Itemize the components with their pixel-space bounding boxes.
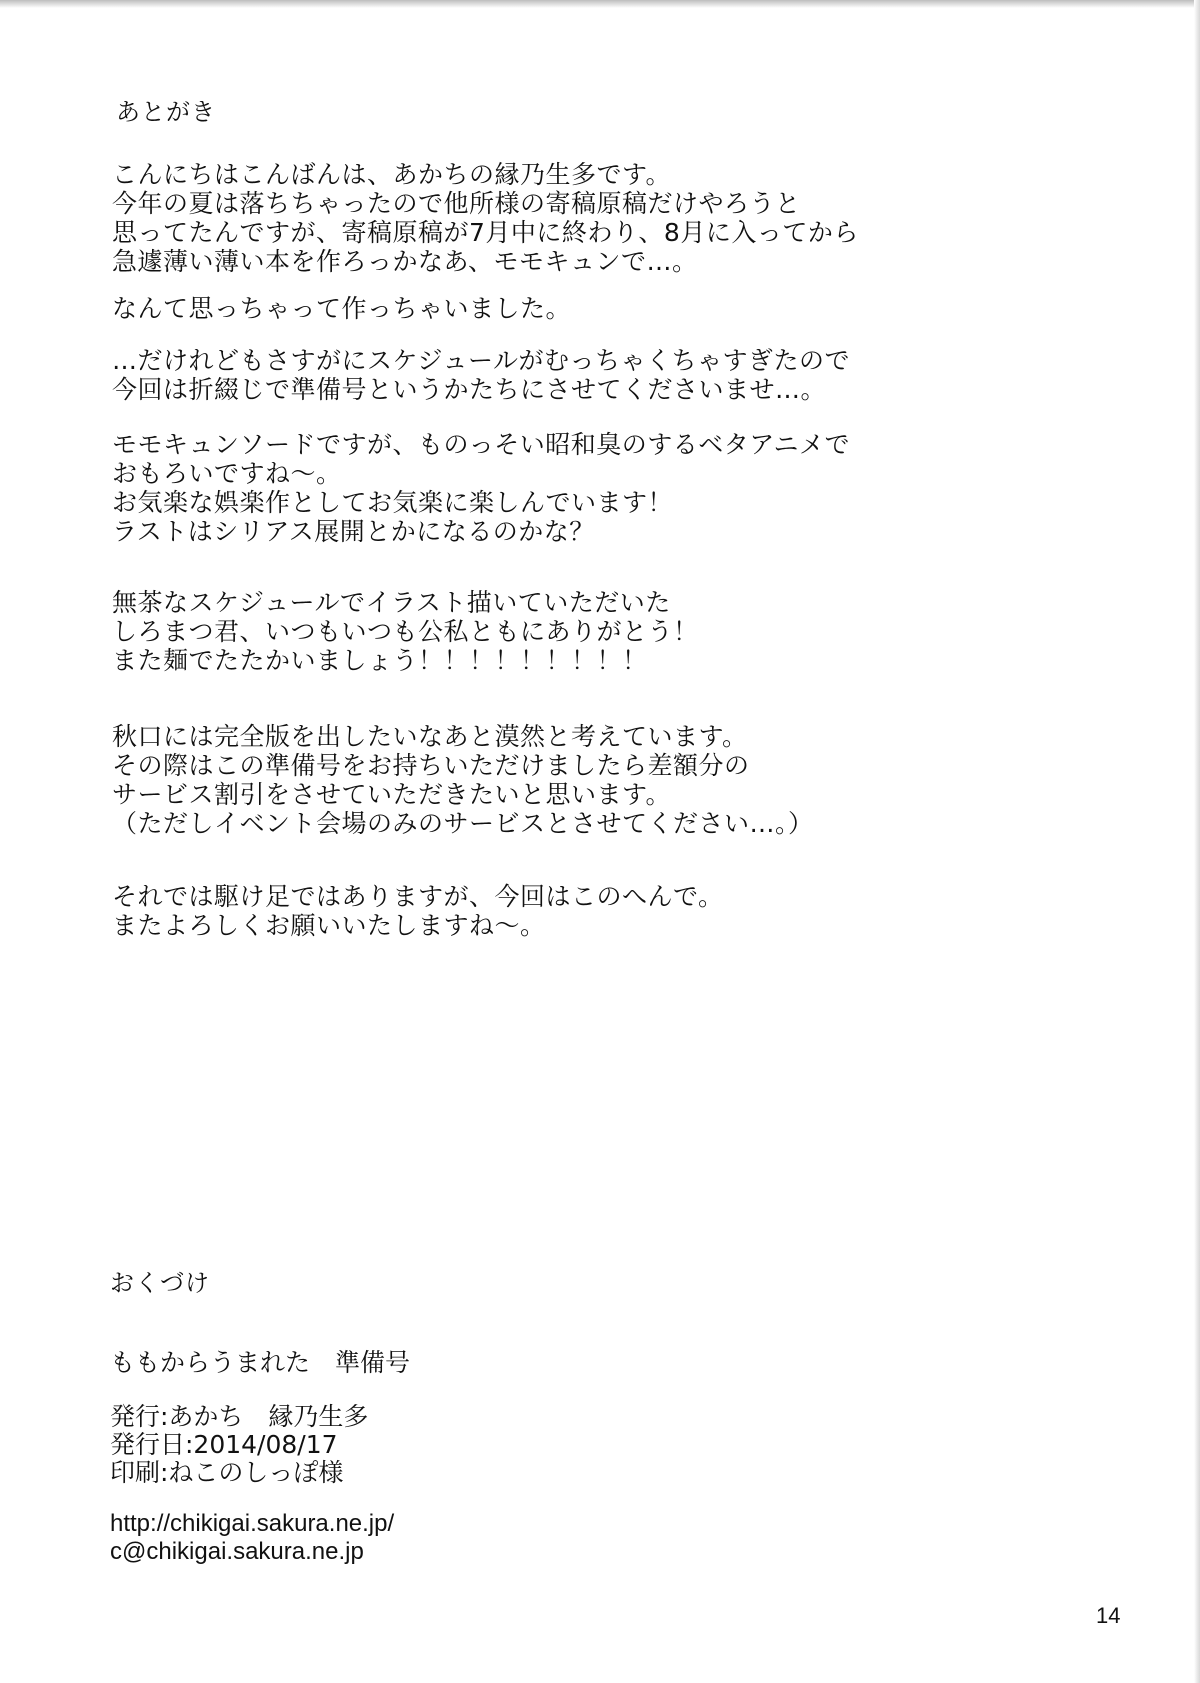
page-number: 14 (1096, 1603, 1121, 1628)
text-line: こんにちはこんばんは、あかちの縁乃生多です。 (112, 160, 672, 189)
afterword-paragraph-3 (112, 346, 850, 404)
text-line: …だけれどもさすがにスケジュールがむっちゃくちゃすぎたので (112, 346, 851, 375)
text-line: なんて思っちゃって作っちゃいました。 (112, 294, 572, 323)
text-line: またよろしくお願いいたしますね～。 (112, 911, 546, 940)
website-url: http://chikigai.sakura.ne.jp/ (110, 1510, 395, 1537)
text-line: 急遽薄い薄い本を作ろっかなあ、モモキュンで…。 (112, 247, 698, 276)
text-line: 思ってたんですが、寄稿原稿が7月中に終わり、8月に入ってから (112, 218, 859, 247)
text-line: 今回は折綴じで準備号というかたちにさせてくださいませ…。 (112, 375, 827, 404)
text-line: （ただしイベント会場のみのサービスとさせてください…。） (112, 809, 814, 838)
text-line: ラストはシリアス展開とかになるのかな？ (112, 517, 595, 546)
text-line: モモキュンソードですが、ものっそい昭和臭のするベタアニメで (112, 430, 851, 459)
book-title-text: ももからうまれた 準備号 (110, 1348, 411, 1377)
publisher: 発行:あかち 縁乃生多 (110, 1402, 369, 1431)
afterword-paragraph-2 (112, 294, 571, 323)
text-line: 無茶なスケジュールでイラスト描いていただいた (112, 588, 671, 617)
book-title (110, 1349, 410, 1377)
text-line: おもろいですね～。 (112, 459, 342, 488)
printer: 印刷:ねこのしっぽ様 (110, 1458, 344, 1487)
colophon-details (110, 1403, 368, 1487)
afterword-paragraph-6 (112, 722, 814, 838)
text-line: 秋口には完全版を出したいなあと漠然と考えています。 (112, 722, 748, 751)
text-line: 今年の夏は落ちちゃったので他所様の寄稿原稿だけやろうと (112, 189, 801, 218)
text-line: その際はこの準備号をお持ちいただけましたら差額分の (112, 751, 750, 780)
contact-info (110, 1510, 394, 1566)
email-address: c@chikigai.sakura.ne.jp (110, 1538, 364, 1565)
afterword-paragraph-1 (112, 160, 859, 276)
scan-top-edge (0, 0, 1200, 8)
scan-right-edge (1194, 0, 1200, 1683)
afterword-paragraph-7 (112, 882, 724, 940)
afterword-paragraph-5 (112, 588, 699, 675)
text-line: また麺でたたかいましょう！！！！！！！！！ (112, 646, 648, 675)
text-line: お気楽な娯楽作としてお気楽に楽しんでいます！ (112, 488, 674, 517)
text-line: サービス割引をさせていただきたいと思います。 (112, 780, 672, 809)
publish-date: 発行日:2014/08/17 (110, 1430, 338, 1459)
colophon-title: おくづけ (110, 1269, 210, 1297)
text-line: それでは駆け足ではありますが、今回はこのへんで。 (112, 882, 724, 911)
afterword-paragraph-4 (112, 430, 850, 546)
text-line: しろまつ君、いつもいつも公私ともにありがとう！ (112, 617, 699, 646)
afterword-title: あとがき (116, 98, 216, 126)
